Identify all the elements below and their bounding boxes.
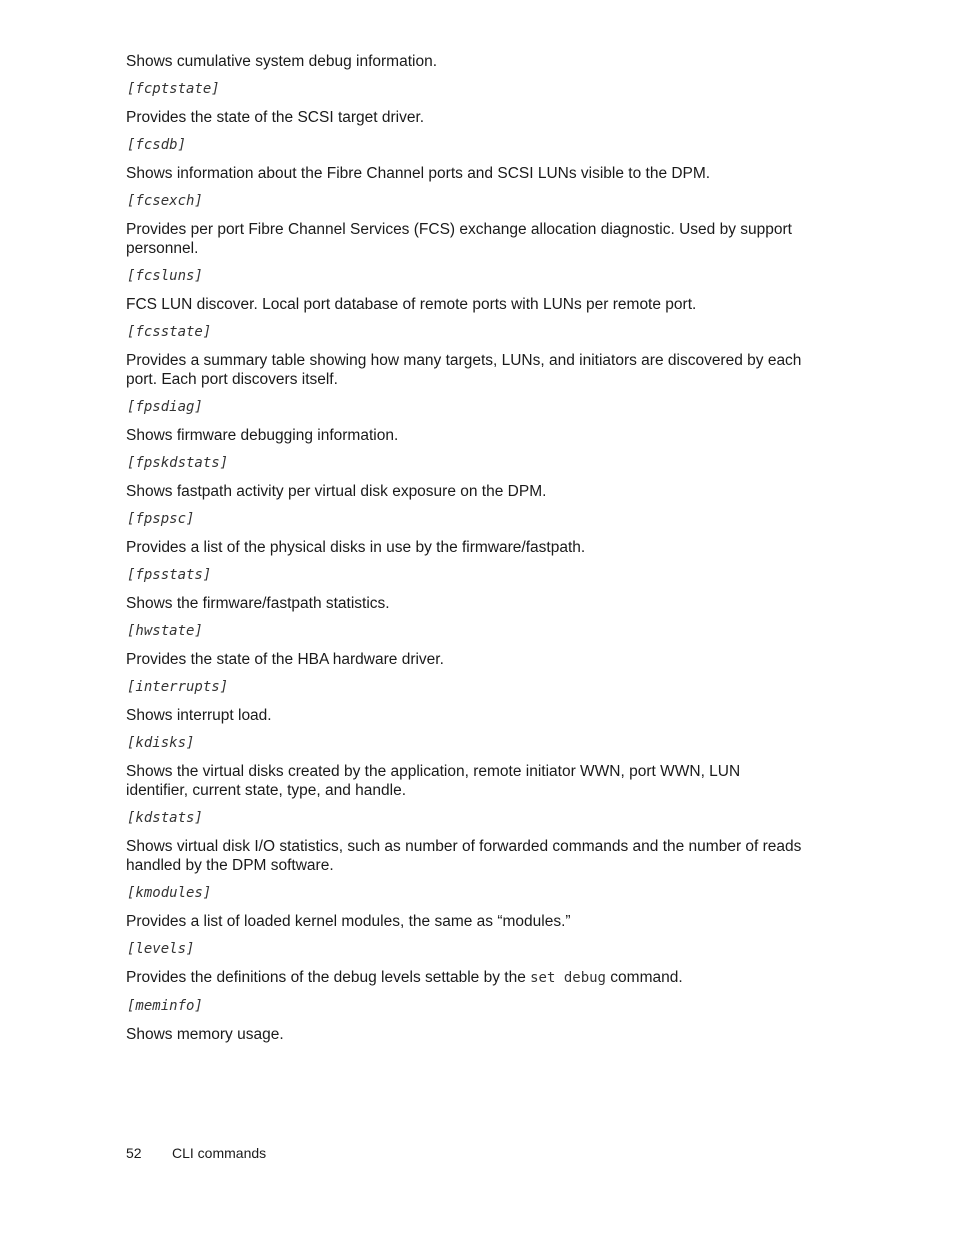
option-fcptstate [126,80,806,127]
inline-command-code: set debug [530,970,606,986]
option-fpsdiag [126,398,806,445]
option-name: [fcsluns] [127,268,203,284]
option-description: Shows firmware debugging information. [126,427,399,444]
option-name: [kmodules] [127,885,212,901]
option-name: [fcsexch] [127,193,203,209]
option-name: [interrupts] [127,679,229,695]
option-description [126,968,806,988]
option-name: [fpskdstats] [127,455,229,471]
description-text: command. [605,969,683,986]
page-footer [126,1144,266,1162]
option-description: Shows information about the Fibre Channel ports and SCSI LUNs visible to the DPM. [126,165,711,182]
option-description: Provides a list of the physical disks in use by the firmware/fastpath. [126,539,586,556]
option-name: [fcptstate] [127,81,220,97]
option-description: Provides per port Fibre Channel Services (FCS) exchange allocation diagnostic. Used by support personnel. [126,221,792,257]
option-description: Shows the firmware/fastpath statistics. [126,595,390,612]
option-name: [fcsdb] [127,137,187,153]
description-text: Provides the definitions of the debug levels settable by the [126,969,531,986]
option-fcsexch [126,192,806,258]
option-description: Provides a summary table showing how many targets, LUNs, and initiators are discovered by each port. Each port discovers itself. [126,352,802,388]
option-name: [fcsstate] [127,324,212,340]
option-kmodules [126,884,806,931]
option-name: [hwstate] [127,623,203,639]
option-description: Provides the state of the SCSI target driver. [126,109,425,126]
option-hwstate [126,622,806,669]
option-fcsdb [126,136,806,183]
option-description: Provides a list of loaded kernel modules, the same as “modules.” [126,913,571,930]
section-title: CLI commands [172,1145,267,1161]
option-meminfo [126,997,806,1044]
option-name: [kdstats] [127,810,203,826]
option-interrupts [126,678,806,725]
option-description: Shows interrupt load. [126,707,272,724]
option-kdstats [126,809,806,875]
page-number: 52 [126,1145,142,1161]
option-description: Provides the state of the HBA hardware driver. [126,651,444,668]
option-kdisks [126,734,806,800]
option-description: Shows memory usage. [126,1026,284,1043]
option-fpspsc [126,510,806,557]
option-name: [kdisks] [127,735,195,751]
option-description: FCS LUN discover. Local port database of remote ports with LUNs per remote port. [126,296,697,313]
option-description: Shows virtual disk I/O statistics, such as number of forwarded commands and the number of reads handled by the DPM software. [126,838,802,874]
intro-paragraph: Shows cumulative system debug information. [126,53,438,70]
option-description: Shows fastpath activity per virtual disk exposure on the DPM. [126,483,547,500]
option-name: [fpsstats] [127,567,212,583]
option-fcsstate [126,323,806,389]
option-description: Shows the virtual disks created by the application, remote initiator WWN, port WWN, LUN identifier, current state, type, and handle. [126,763,741,799]
option-fcsluns [126,267,806,314]
option-fpsstats [126,566,806,613]
option-name: [levels] [127,941,195,957]
option-name: [fpspsc] [127,511,195,527]
option-fpskdstats [126,454,806,501]
option-name: [fpsdiag] [127,399,203,415]
option-name: [meminfo] [127,998,203,1014]
document-body [126,52,806,1044]
option-levels [126,940,806,988]
